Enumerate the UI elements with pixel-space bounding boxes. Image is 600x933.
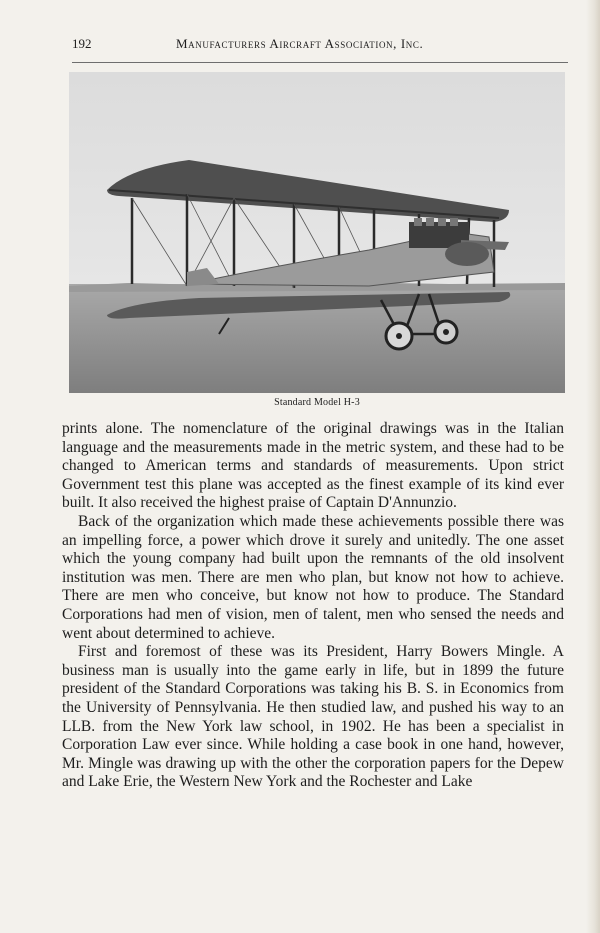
page-header (72, 36, 568, 56)
page-number: 192 (72, 36, 92, 51)
page-edge-shadow (586, 0, 600, 933)
body-text (62, 420, 564, 792)
biplane-illustration (69, 72, 565, 393)
running-head: Manufacturers Aircraft Association, Inc. (176, 36, 424, 51)
paragraph: Back of the organization which made these achievements possible there was an impelling force, a power which drove it surely and unitedly. The one asset which the young company had built upon the remnants of the old insolvent institution was men. There are men who plan, but know not how to achieve. There are men who conceive, but know not how to produce. The Standard Corporations had men of vision, men of talent, men who sensed the needs and went about determined to achieve. (62, 512, 564, 642)
header-rule (72, 62, 568, 63)
biplane-photograph (69, 72, 565, 393)
paragraph: First and foremost of these was its President, Harry Bowers Mingle. A business man is usually into the game early in life, but in 1899 the future president of the Standard Corporations was taking his B. S. in Economics from the University of Pennsylvania. He then studied law, and pushed his way to an LLB. from the New York law school, in 1902. He has been a specialist in Corporation Law ever since. While holding a case book in one hand, however, Mr. Mingle was drawing up with the other the corporation papers for the Depew and Lake Erie, the Western New York and the Rochester and Lake (62, 643, 564, 791)
paragraph: prints alone. The nomenclature of the original drawings was in the Italian language and the measurements made in the metric system, and these had to be changed to American terms and standards of measurements. Upon strict Government test this plane was accepted as the finest example of its kind ever built. It also received the highest praise of Captain D'Annunzio. (62, 420, 564, 512)
figure-caption: Standard Model H-3 (274, 397, 360, 408)
